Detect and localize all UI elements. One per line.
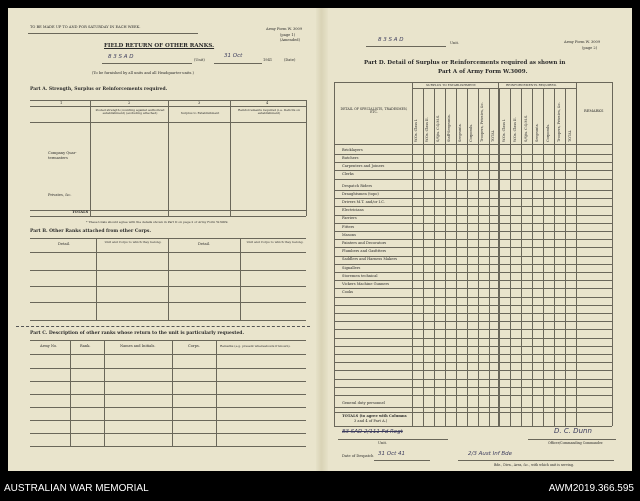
trade-row-rule (334, 206, 612, 207)
archive-footer (0, 471, 640, 501)
section-b-title: Part B. Other Ranks attached from other Corps. (30, 229, 152, 234)
officer-label: Officer/Commanding Commander. (548, 441, 604, 445)
furnish-note: (To be furnished by all units and all Headquarter units.) (92, 71, 194, 75)
rank-column-rule (445, 88, 446, 426)
col-1-number: 1 (60, 101, 63, 105)
unit-label: (Unit) (194, 58, 205, 62)
trade-row-label: Carpenters and Joiners (342, 163, 385, 168)
blank-row-rule (334, 354, 612, 355)
date-year: 1941 (263, 58, 273, 62)
rank-column-rule (499, 88, 500, 426)
trade-row-label: Electricians (342, 208, 364, 213)
rank-column-rule (565, 88, 566, 426)
col-4-number: 4 (266, 101, 269, 105)
general-duty-rule (334, 407, 612, 408)
c-header-rank: Rank. (80, 344, 91, 348)
rank-column-header: W.Os. Class I. (501, 118, 506, 142)
trade-row-rule (334, 264, 612, 265)
rank-column-rule (543, 88, 544, 426)
row-label-cqms-2: termasters (48, 156, 68, 160)
amended-note: (Amended) (280, 38, 300, 42)
footer-right: AWM2019.366.595 (548, 483, 634, 494)
blank-row-rule (334, 395, 612, 396)
row-label-privates: Privates, &c. (48, 193, 72, 197)
rank-column-header: S/Sjts. C.Q.M.S. (523, 114, 528, 142)
blank-row-rule (334, 338, 612, 339)
b-header-detail-2: Detail. (198, 242, 211, 246)
blank-row-rule (334, 305, 612, 306)
b-header-unit-2: Unit and Corps to which they belong. (246, 240, 304, 244)
trade-row-label: Painters and Decorators (342, 240, 387, 245)
blank-row-rule (334, 329, 612, 330)
rank-column-header: W.Os. Class II. (425, 117, 430, 142)
rank-column-header: Corporals. (545, 123, 550, 142)
specialists-header: DETAIL OF SPECIALISTS, TRADESMEN, ETC. (340, 107, 408, 115)
c-header-remarks: Remarks (e.g. present whereabouts if known). (220, 344, 291, 348)
blank-row-rule (334, 370, 612, 371)
right-unit-handwritten: 8 3 S A D (378, 37, 404, 43)
trade-row-label: Plumbers and Gasfitters (342, 249, 387, 254)
remarks-header: REMARKS (584, 109, 604, 113)
rank-column-rule (489, 88, 490, 426)
section-c-title: Part C. Description of other ranks whose return to the unit is particularly requested. (30, 331, 245, 336)
c-header-names: Names and Initials. (120, 344, 156, 348)
section-d-line-2: Part A of Army Form W.3009. (438, 69, 528, 75)
rank-column-rule (510, 88, 511, 426)
date-label: (Date) (284, 58, 296, 62)
right-unit-label: Unit. (450, 41, 460, 45)
unit-handwritten: 8 3 S A D (108, 54, 134, 60)
trade-row-label: Clerks (342, 172, 354, 177)
trade-row-label: Bricklayers (342, 147, 363, 152)
rank-column-header: Sergeants. (534, 123, 539, 142)
despatch-label: Date of Despatch (342, 454, 374, 458)
place-label: Bde., Divn., Area, &c., with which unit is serving. (494, 463, 574, 467)
general-duty-label: General duty personnel (342, 401, 385, 405)
trade-row-rule (334, 272, 612, 273)
surplus-header: SURPLUS TO ESTABLISHMENT. (426, 83, 477, 87)
totals-label: TOTALS (72, 210, 89, 214)
rank-column-rule (456, 88, 457, 426)
rank-column-header: Troopers, Privates, &c. (556, 102, 561, 142)
footnote: * These totals should agree with the details shown in Part D on page 2 of Army Form W.3009. (86, 220, 229, 224)
trade-row-rule (334, 223, 612, 224)
place-handwritten: 2/3 Aust Inf Bde (468, 451, 513, 457)
trade-row-label: Masons (342, 232, 356, 237)
trade-row-label: Draughtsmen (topo) (342, 191, 379, 196)
trade-row-rule (334, 215, 612, 216)
unit-bottom-handwritten: 83 SAD 2/111 Fd Regt (342, 429, 403, 435)
rank-column-header: Sergeants. (458, 123, 463, 142)
footer-left: AUSTRALIAN WAR MEMORIAL (4, 483, 149, 494)
rank-column-rule (554, 88, 555, 426)
trade-row-label: Butchers (342, 155, 359, 160)
top-note: TO BE MADE UP TO AND FOR SATURDAY IN EACH WEEK. (30, 25, 141, 29)
col-2-number: 2 (128, 101, 131, 105)
rank-column-header: W.Os. Class II. (512, 117, 517, 142)
rank-column-rule (423, 88, 424, 426)
totals-note-line-1: TOTALS (to agree with Columns (342, 414, 407, 418)
date-handwritten: 31 Oct (224, 53, 243, 59)
rank-column-header: TOTAL (491, 130, 495, 142)
page-ref-right: (page 2) (582, 46, 598, 50)
trade-row-label: Signallers (342, 265, 361, 270)
rank-column-header: TOTAL (567, 130, 572, 142)
reinforce-header: REINFORCEMENTS REQUIRED. (506, 83, 557, 87)
section-a-title: Part A. Strength, Surplus or Reinforcements required. (30, 87, 168, 92)
trade-row-label: Vickers Machine Gunners (342, 281, 390, 286)
row-label-cqms-1: Company Quar- (48, 151, 77, 155)
blank-row-rule (334, 321, 612, 322)
trade-row-label: Fitters (342, 224, 355, 229)
rank-column-rule (521, 88, 522, 426)
army-form-right: Army Form W. 3009 (564, 40, 601, 44)
c-header-corps: Corps. (188, 344, 200, 348)
col-4-header: Reinforcements required (i.e. Deficits on establishment) (237, 108, 301, 115)
rank-column-header: Corporals. (469, 123, 474, 142)
rank-column-header: Staff-Sergeants. (447, 114, 452, 142)
rank-column-rule (478, 88, 479, 426)
rank-column-rule (467, 88, 468, 426)
col-2-header: Posted strength (counting against authorized establishment) (excluding attached) (95, 108, 165, 115)
trade-row-label: Saddlers and Harness Makers (342, 257, 398, 262)
rank-column-rule (532, 88, 533, 426)
section-d-line-1: Part D. Detail of Surplus or Reinforcements required as shown in (364, 60, 566, 66)
blank-row-rule (334, 313, 612, 314)
blank-row-rule (334, 346, 612, 347)
page-ref-left: (page 1) (280, 33, 296, 37)
trade-row-label: Drivers M.T. and/or I.C. (342, 199, 385, 204)
left-page-title: FIELD RETURN OF OTHER RANKS. (104, 43, 215, 49)
officer-signature: D. C. Dunn (554, 427, 592, 435)
rank-column-header: Troopers, Privates, &c. (480, 102, 485, 142)
blank-row-rule (334, 387, 612, 388)
unit-bottom-label: Unit. (378, 441, 388, 445)
col-3-number: 3 (198, 101, 201, 105)
page-fold (316, 8, 328, 471)
tear-line (16, 326, 310, 327)
trade-row-rule (334, 154, 612, 155)
trade-row-label: Cooks (342, 290, 354, 295)
trade-row-rule (334, 190, 612, 191)
blank-row-rule (334, 379, 612, 380)
trade-row-rule (334, 231, 612, 232)
trade-row-label: Farriers (342, 216, 357, 221)
document-sheet (8, 8, 632, 471)
c-header-army-no: Army No. (40, 344, 58, 348)
blank-row-rule (334, 362, 612, 363)
trade-row-rule (334, 288, 612, 289)
b-header-unit-1: Unit and Corps to which they belong. (104, 240, 162, 244)
army-form-left: Army Form W. 3009 (266, 27, 303, 31)
rank-column-rule (434, 88, 435, 426)
trade-row-rule (334, 170, 612, 171)
totals-note-line-2: 3 and 4 of Part A.) (354, 419, 388, 423)
rank-column-header: W.Os. Class I. (414, 118, 419, 142)
col-3-header: Surplus to Establishment (180, 111, 220, 115)
trade-row-rule (334, 179, 612, 180)
trade-row-rule (334, 297, 612, 298)
trade-row-label: Storemen technical (342, 273, 378, 278)
b-header-detail-1: Detail. (58, 242, 71, 246)
trade-row-label: Despatch Riders (342, 183, 373, 188)
despatch-date-handwritten: 31 Oct 41 (378, 451, 406, 457)
rank-column-header: S/Sjts. C.Q.M.S. (436, 114, 441, 142)
